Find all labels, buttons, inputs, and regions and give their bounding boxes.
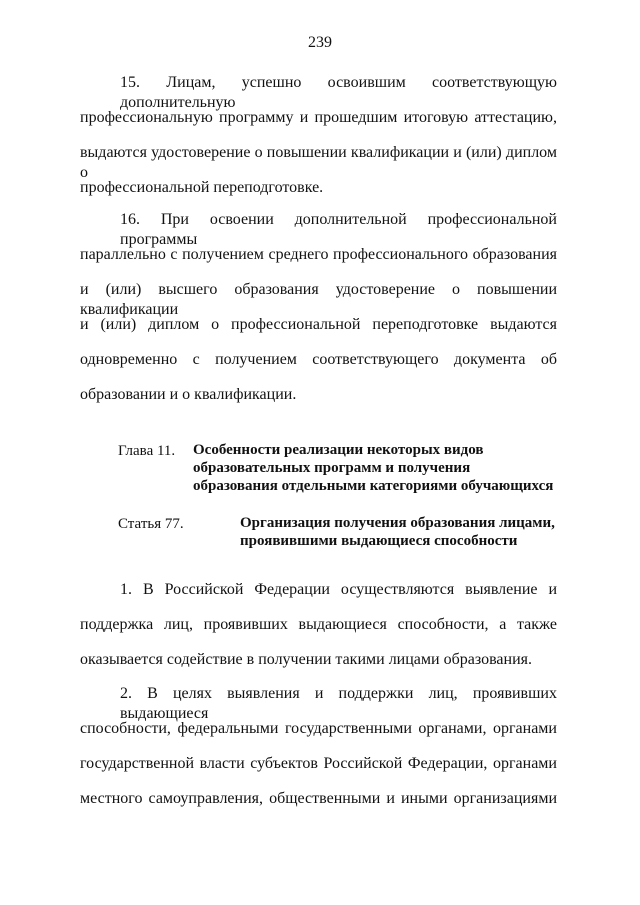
paragraph-line: выдаются удостоверение о повышении квалификации и (или) диплом о (80, 144, 557, 181)
paragraph-line: образовании и о квалификации. (80, 386, 297, 403)
paragraph-line: и (или) высшего образования удостоверение о повышении квалификации (80, 281, 557, 318)
paragraph-line: государственной власти субъектов Российской Федерации, органами (80, 755, 557, 772)
paragraph-line: профессиональную программу и прошедшим итоговую аттестацию, (80, 109, 557, 126)
paragraph-line: 1. В Российской Федерации осуществляются выявление и (120, 581, 557, 598)
article-title (240, 514, 563, 550)
paragraph-16 (80, 210, 557, 405)
paragraph-line: способности, федеральными государственными органами, органами (80, 720, 557, 737)
paragraph-line: 16. При освоении дополнительной профессиональной программы (120, 211, 557, 248)
article-77-paragraph-2 (80, 684, 557, 809)
page-number: 239 (308, 34, 332, 51)
paragraph-line: одновременно с получением соответствующего документа об (80, 351, 557, 368)
chapter-title (193, 441, 563, 495)
paragraph-line: поддержка лиц, проявивших выдающиеся способности, а также (80, 616, 557, 633)
article-77-paragraph-1 (80, 580, 557, 670)
article-heading (118, 514, 563, 554)
chapter-title-line: Особенности реализации некоторых видов (193, 442, 484, 458)
paragraph-line: профессиональной переподготовке. (80, 179, 324, 196)
paragraph-line: и (или) диплом о профессиональной переподготовке выдаются (80, 316, 557, 333)
article-label: Статья 77. (118, 516, 184, 532)
paragraph-line: 15. Лицам, успешно освоившим соответствующую дополнительную (120, 74, 557, 111)
chapter-heading (118, 441, 563, 497)
chapter-title-line: образовательных программ и получения (193, 460, 471, 476)
article-title-line: проявившими выдающиеся способности (240, 533, 518, 549)
paragraph-line: параллельно с получением среднего профессионального образования (80, 246, 557, 263)
paragraph-line: 2. В целях выявления и поддержки лиц, проявивших выдающиеся (120, 685, 557, 722)
paragraph-15 (80, 73, 557, 198)
paragraph-line: местного самоуправления, общественными и иными организациями (80, 790, 557, 807)
article-title-line: Организация получения образования лицами, (240, 515, 555, 531)
chapter-title-line: образования отдельными категориями обучающихся (193, 478, 554, 494)
paragraph-line: оказывается содействие в получении такими лицами образования. (80, 651, 532, 668)
chapter-label: Глава 11. (118, 443, 176, 459)
